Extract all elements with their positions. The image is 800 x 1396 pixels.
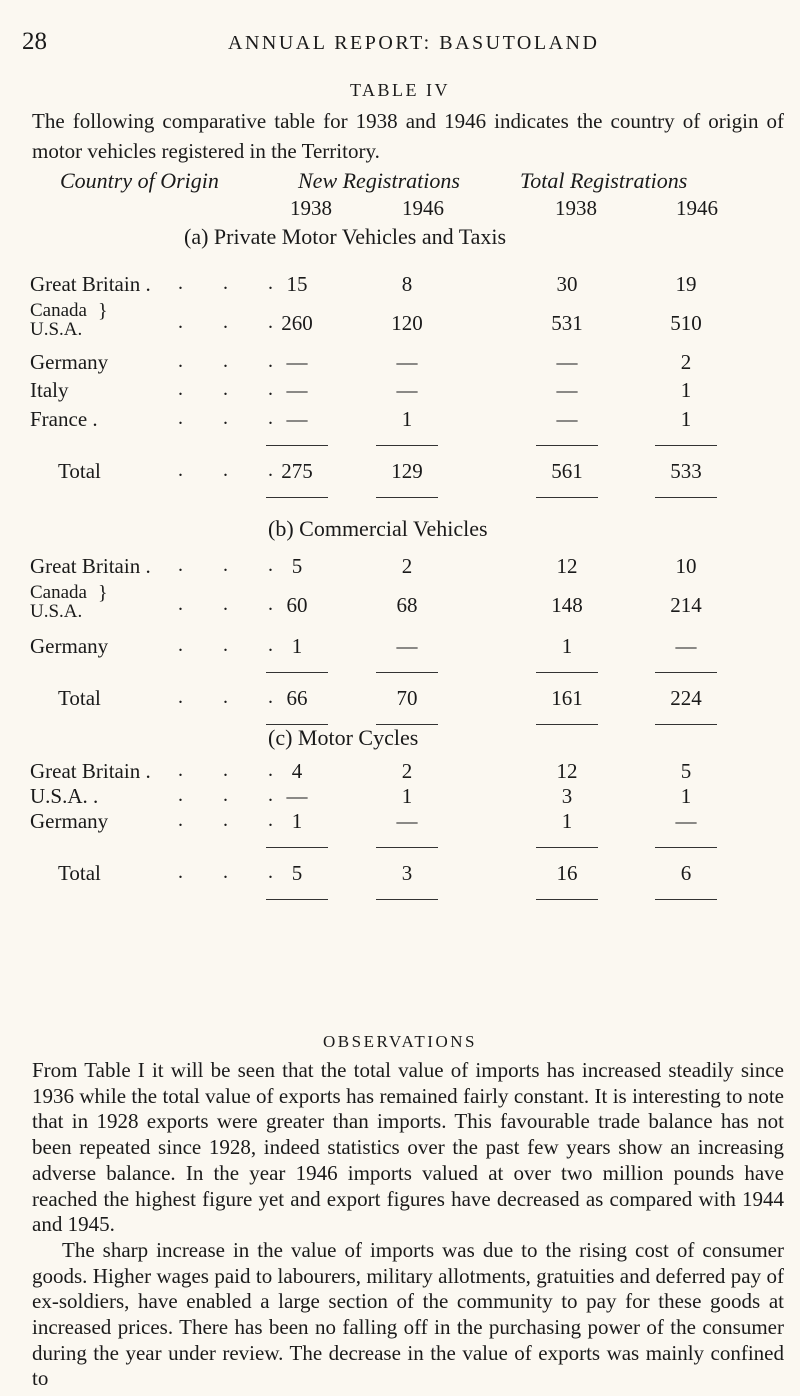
country-label-second: U.S.A. <box>30 319 83 340</box>
table-cell: — <box>556 407 578 431</box>
table-cell: — <box>556 350 578 374</box>
table-intro: The following comparative table for 1938 and 1946 indicates the country of origin of motor vehicles registered in the Territory. <box>32 109 784 163</box>
total-rule-bottom <box>536 899 598 900</box>
country-label: Canada <box>30 582 87 603</box>
table-cell: — <box>286 378 308 402</box>
leader-dots: . . . <box>178 759 273 781</box>
observations-title: OBSERVATIONS <box>323 1032 477 1051</box>
table-cell: 12 <box>556 759 578 783</box>
table-cell: 30 <box>556 272 578 296</box>
leader-dots: . . . <box>178 554 273 576</box>
total-rule-top <box>376 847 438 848</box>
total-rule-bottom <box>376 899 438 900</box>
table-cell: — <box>396 809 418 833</box>
country-label: France . <box>30 407 98 431</box>
total-rule-top <box>536 847 598 848</box>
country-label: Great Britain . <box>30 759 151 783</box>
total-rule-bottom <box>266 497 328 498</box>
total-cell: 224 <box>670 686 702 710</box>
leader-dots: . . . <box>178 311 273 333</box>
year-total-1938: 1938 <box>555 196 597 220</box>
leader-dots: . . . <box>178 272 273 294</box>
leader-dots: . . . <box>178 378 273 400</box>
total-cell: 5 <box>291 861 303 885</box>
country-label: Germany <box>30 809 109 833</box>
total-rule-bottom <box>655 497 717 498</box>
table-cell: 2 <box>680 350 692 374</box>
total-cell: 70 <box>396 686 418 710</box>
table-cell: 10 <box>675 554 697 578</box>
observations-paragraph-1: From Table I it will be seen that the total value of imports has increased steadily since 1936 while the total value of exports has remained fairly constant. It is interesting to note that in 1928 exports were greater than imports. This favourable trade balance has not been repeated since 1928, indeed statistics over the past few years show an increasing adverse balance. In the year 1946 imports valued at over two million pounds have reached the highest figure yet and export figures have decreased as compared with 1944 and 1945. <box>32 1058 784 1237</box>
country-label-second: U.S.A. <box>30 601 83 622</box>
leader-dots: . . . <box>178 634 273 656</box>
leader-dots: . . . <box>178 784 273 806</box>
table-cell: 68 <box>396 593 418 617</box>
table-cell: 1 <box>680 407 692 431</box>
total-cell: 275 <box>281 459 313 483</box>
total-rule-top <box>266 445 328 446</box>
leader-dots: . . . <box>178 809 273 831</box>
total-rule-top <box>536 445 598 446</box>
total-rule-top <box>266 847 328 848</box>
total-rule-bottom <box>536 497 598 498</box>
section-heading: (a) Private Motor Vehicles and Taxis <box>184 224 507 249</box>
total-rule-top <box>655 847 717 848</box>
total-rule-bottom <box>655 724 717 725</box>
total-cell: 129 <box>391 459 423 483</box>
table-cell: 1 <box>680 378 692 402</box>
table-cell: 1 <box>561 634 573 658</box>
table-cell: — <box>556 378 578 402</box>
total-cell: 66 <box>286 686 308 710</box>
table-cell: 214 <box>670 593 702 617</box>
total-rule-top <box>655 445 717 446</box>
table-cell: 1 <box>401 407 413 431</box>
total-label: Total <box>58 686 101 710</box>
page-number: 28 <box>22 28 47 55</box>
table-cell: 5 <box>680 759 692 783</box>
year-total-1946: 1946 <box>676 196 718 220</box>
table-cell: 15 <box>286 272 308 296</box>
table-cell: — <box>286 784 308 808</box>
total-cell: 3 <box>401 861 413 885</box>
total-cell: 533 <box>670 459 702 483</box>
section-heading: (c) Motor Cycles <box>268 725 419 750</box>
running-head: ANNUAL REPORT: BASUTOLAND <box>228 32 600 54</box>
table-cell: 1 <box>401 784 413 808</box>
total-rule-top <box>536 672 598 673</box>
total-cell: 561 <box>551 459 583 483</box>
column-header-country: Country of Origin <box>60 168 219 193</box>
total-cell: 161 <box>551 686 583 710</box>
observations-text <box>32 1058 784 1392</box>
leader-dots: . . . <box>178 593 273 615</box>
table-cell: 3 <box>561 784 573 808</box>
total-rule-bottom <box>536 724 598 725</box>
leader-dots: . . . <box>178 686 273 708</box>
table-cell: 8 <box>401 272 413 296</box>
table-cell: — <box>396 350 418 374</box>
table-cell: 12 <box>556 554 578 578</box>
table-cell: 510 <box>670 311 702 335</box>
table-cell: 148 <box>551 593 583 617</box>
leader-dots: . . . <box>178 459 273 481</box>
table-cell: 120 <box>391 311 423 335</box>
total-cell: 6 <box>680 861 692 885</box>
leader-dots: . . . <box>178 407 273 429</box>
table-cell: 2 <box>401 554 413 578</box>
total-rule-top <box>376 445 438 446</box>
country-label: U.S.A. . <box>30 784 99 808</box>
table-cell: 260 <box>281 311 313 335</box>
country-label: Italy <box>30 378 69 402</box>
country-label: Great Britain . <box>30 272 151 296</box>
table-cell: — <box>675 634 697 658</box>
country-label: Germany <box>30 350 109 374</box>
column-header-total: Total Registrations <box>520 168 688 193</box>
total-rule-top <box>266 672 328 673</box>
year-new-1938: 1938 <box>290 196 332 220</box>
leader-dots: . . . <box>178 861 273 883</box>
brace-symbol: } <box>98 300 108 322</box>
table-cell: 2 <box>401 759 413 783</box>
table-cell: 1 <box>291 634 303 658</box>
table-cell: — <box>675 809 697 833</box>
total-cell: 16 <box>556 861 578 885</box>
table-cell: 19 <box>675 272 697 296</box>
year-new-1946: 1946 <box>402 196 444 220</box>
table-cell: — <box>396 634 418 658</box>
total-rule-top <box>376 672 438 673</box>
section-heading: (b) Commercial Vehicles <box>268 516 488 541</box>
column-header-new: New Registrations <box>298 168 460 193</box>
total-rule-bottom <box>376 497 438 498</box>
table-cell: — <box>286 407 308 431</box>
table-cell: 1 <box>291 809 303 833</box>
observations-paragraph-2: The sharp increase in the value of imports was due to the rising cost of consumer goods. Higher wages paid to labourers, military allotments, gratuities and deferred pay of ex-soldiers, have enabled a large section of the community to pay for these goods at increased prices. There has been no falling off in the purchasing power of the consumer during the year under review. The decrease in the value of exports was mainly confined to <box>32 1237 784 1391</box>
total-rule-bottom <box>266 899 328 900</box>
table-cell: 60 <box>286 593 308 617</box>
country-label: Great Britain . <box>30 554 151 578</box>
table-cell: 4 <box>291 759 303 783</box>
country-label: Germany <box>30 634 109 658</box>
table-cell: 531 <box>551 311 583 335</box>
total-label: Total <box>58 861 101 885</box>
table-cell: 1 <box>561 809 573 833</box>
total-rule-top <box>655 672 717 673</box>
total-label: Total <box>58 459 101 483</box>
table-cell: 5 <box>291 554 303 578</box>
country-label: Canada <box>30 300 87 321</box>
table-cell: — <box>286 350 308 374</box>
table-title: TABLE IV <box>349 80 451 100</box>
total-rule-bottom <box>655 899 717 900</box>
leader-dots: . . . <box>178 350 273 372</box>
brace-symbol: } <box>98 582 108 604</box>
table-cell: 1 <box>680 784 692 808</box>
table-cell: — <box>396 378 418 402</box>
